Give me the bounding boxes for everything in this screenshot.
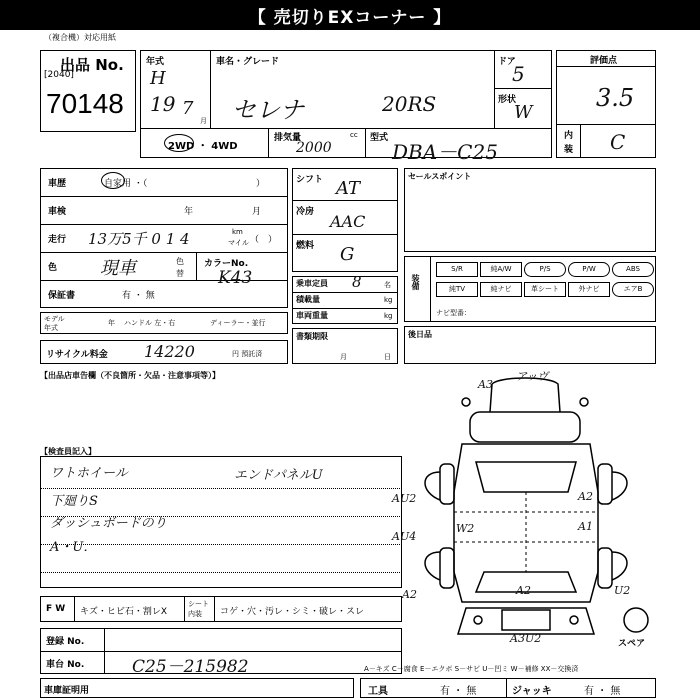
doors-value: 5	[512, 62, 525, 86]
equipment-option: ABS	[612, 262, 654, 277]
equipment-option: 革シート	[524, 282, 566, 297]
mileage-paren: （ ）	[250, 235, 278, 245]
lot-number: 70148	[46, 88, 124, 119]
inspector-notes-label: 【検査員記入】	[40, 447, 96, 456]
warranty-options: 有 ・ 無	[122, 291, 155, 301]
doors-label: ドア	[498, 57, 516, 67]
tools-options: 有 ・ 無	[440, 686, 477, 697]
mileage-value: 13万5千 0 1 4	[88, 230, 190, 248]
dealer-report-label: 【出品店車告欄（不良箇所・欠品・注意事項等）】	[40, 371, 220, 380]
document-period-label: 書類期限	[296, 332, 328, 341]
recycle-unit: 円 預託済	[232, 350, 263, 358]
tools-label: 工具	[368, 686, 388, 697]
fw-label: F W	[46, 604, 66, 614]
equipment-option: 純ナビ	[480, 282, 522, 297]
inspector-note-right: エンドパネルU	[234, 468, 323, 483]
model-type-label: 型式	[370, 133, 389, 143]
mark-a3-front: A3	[478, 378, 493, 391]
reg-no-label: 登録 No.	[46, 637, 85, 647]
year-label: 年式	[146, 57, 165, 67]
shift-label: シフト	[296, 175, 324, 185]
seat-label-2: 内装	[188, 610, 202, 618]
jack-label: ジャッキ	[512, 686, 552, 697]
capacity-value: 8	[352, 273, 362, 291]
model-type-value: DBA－C25	[392, 140, 498, 164]
mark-a2-rear: A2	[516, 584, 531, 597]
evaluation-label: 評価点	[590, 56, 618, 66]
cc-unit: cc	[350, 131, 358, 139]
warranty-label: 保証書	[48, 291, 76, 301]
weight-unit: kg	[384, 312, 393, 320]
after-fit-label: 後日品	[408, 330, 432, 339]
history-close: ）	[256, 179, 266, 189]
year-era: H	[150, 68, 166, 89]
sales-point-label: セールスポイント	[408, 172, 472, 181]
document-month: 月	[340, 353, 347, 361]
mileage-label: 走行	[48, 235, 67, 245]
weight-label: 車両重量	[296, 311, 328, 320]
fw-items: キズ・ヒビ石・割レX	[80, 607, 167, 617]
equipment-option: 外ナビ	[568, 282, 610, 297]
cert-label: 車庫証明用	[44, 686, 90, 696]
year-month: 7	[182, 98, 194, 119]
seat-label-1: シート	[188, 600, 209, 608]
inspection-month: 月	[252, 207, 262, 217]
load-unit: kg	[384, 296, 393, 304]
header-note: （複合機）対応用紙	[44, 33, 116, 42]
frame-no-label: 車台 No.	[46, 660, 85, 670]
mark-au2: AU2	[392, 492, 417, 505]
fuel-label: 燃料	[296, 241, 315, 251]
displacement-value: 2000	[296, 140, 332, 156]
equipment-label: 装備	[411, 274, 420, 290]
load-label: 積載量	[296, 295, 320, 304]
history-circle	[101, 172, 125, 189]
inspector-note-4: A・U．	[50, 540, 97, 555]
banner-title: 【 売切りEXコーナー 】	[0, 0, 700, 30]
damage-legend: A－キズ C－腐食 E－エクボ S－サビ U－凹ミ W－補修 XX－交換済	[364, 665, 579, 673]
lot-label: 出品 No.	[60, 56, 124, 74]
handle-options: ハンドル 左・右	[124, 319, 176, 327]
mark-a2-right: A2	[578, 490, 593, 503]
equipment-option: P/W	[568, 262, 610, 277]
document-day: 日	[384, 353, 391, 361]
damage-diagram	[392, 370, 660, 662]
interior-value: C	[610, 130, 626, 154]
equipment-option: 純TV	[436, 282, 478, 297]
km-unit: km	[232, 228, 243, 236]
navi-type-label: ナビ型番：	[436, 309, 471, 317]
equipment-option: P/S	[524, 262, 566, 277]
color-no-label: カラーNo.	[204, 259, 249, 269]
equipment-option: 純A/W	[480, 262, 522, 277]
color-change-1: 色	[176, 257, 184, 266]
mark-a2-rear-left: A2	[402, 588, 417, 601]
fuel-value: G	[340, 244, 355, 265]
recycle-label: リサイクル料金	[46, 350, 108, 360]
mark-au4: AU4	[392, 530, 417, 543]
dealer-options: ディーラー・並行	[210, 319, 266, 327]
month-unit: 月	[200, 117, 207, 125]
color-value: 現車	[100, 258, 136, 279]
inspection-label: 車検	[48, 207, 67, 217]
mark-u2: U2	[614, 584, 631, 597]
interior-label-2: 装	[564, 145, 574, 155]
shape-value: W	[514, 102, 533, 123]
evaluation-score: 3.5	[596, 84, 635, 112]
model-year-label-2: 年式	[44, 324, 58, 332]
capacity-unit: 名	[384, 281, 391, 289]
spare-label: スペア	[618, 639, 646, 649]
inspector-note-3: ダッシュボードのり	[50, 516, 167, 531]
aircon-value: AAC	[330, 212, 366, 231]
jack-options: 有 ・ 無	[584, 686, 621, 697]
inspection-year: 年	[184, 207, 194, 217]
mark-aggu: アッヴ	[516, 370, 549, 383]
history-label: 車歴	[48, 179, 67, 189]
equipment-option: S/R	[436, 262, 478, 277]
year-value: 19	[150, 92, 176, 116]
history-options: 自家用 ・（	[104, 179, 148, 189]
seat-items: コゲ・穴・汚レ・シミ・破レ・スレ	[220, 607, 365, 617]
color-no: K43	[218, 268, 253, 288]
car-grade: 20RS	[382, 92, 437, 116]
interior-label-1: 内	[564, 131, 574, 141]
aircon-label: 冷房	[296, 207, 315, 217]
inspector-note-2: 下廻りS	[50, 494, 98, 509]
recycle-value: 14220	[144, 342, 195, 361]
model-year-unit: 年	[108, 319, 115, 327]
mark-a1: A1	[578, 520, 593, 533]
model-year-label-1: モデル	[44, 315, 65, 323]
equipment-option: エアB	[612, 282, 654, 297]
capacity-label: 乗車定員	[296, 279, 328, 288]
car-name-label: 車名・グレード	[216, 57, 280, 67]
frame-no-value: C25－215982	[132, 657, 249, 677]
drive-options: 2WD ・ 4WD	[168, 141, 238, 152]
displacement-label: 排気量	[274, 133, 302, 143]
mark-a3u2: A3U2	[510, 632, 542, 645]
after-fit-box	[404, 326, 656, 364]
color-label: 色	[48, 263, 58, 273]
mark-w2: W2	[456, 522, 475, 535]
mile-unit: マイル	[228, 239, 249, 247]
shift-value: AT	[336, 178, 361, 199]
car-name: セレナ	[232, 96, 304, 124]
inspector-note-1: ワトホイール	[50, 466, 128, 481]
lot-stamp: [2040]	[44, 70, 74, 80]
drive-circle	[164, 134, 194, 152]
shape-label: 形状	[498, 95, 517, 105]
color-change-2: 替	[176, 269, 184, 278]
